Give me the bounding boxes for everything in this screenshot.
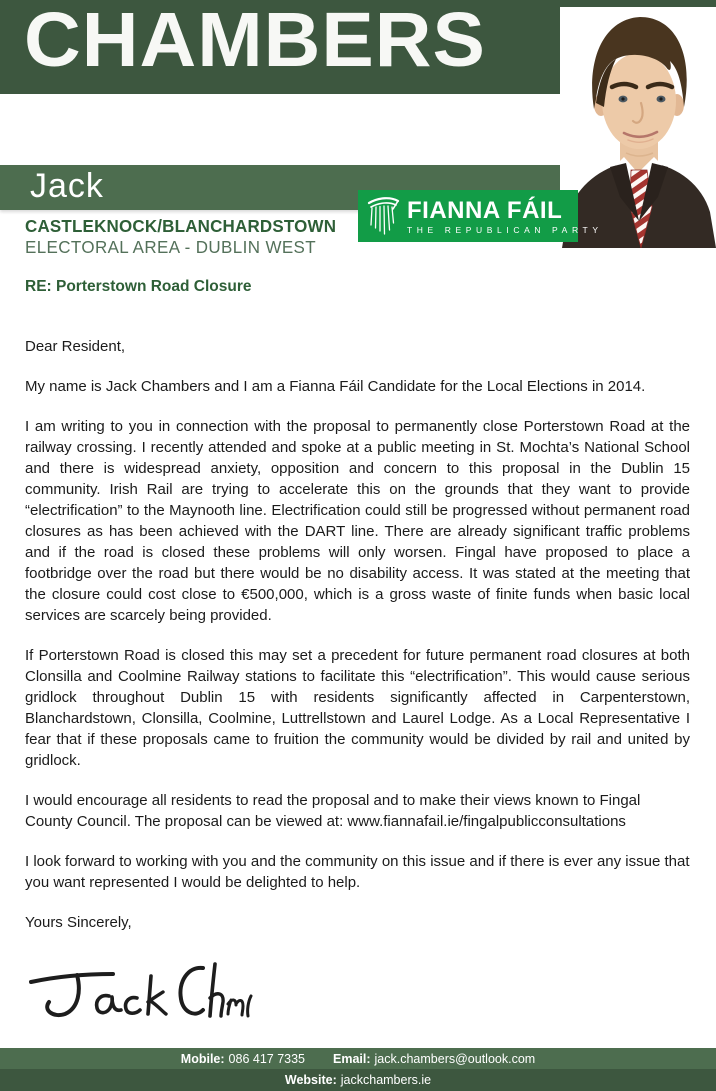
footer-website-label: Website: xyxy=(284,1073,337,1087)
salutation: Dear Resident, xyxy=(25,338,126,355)
signature-handwriting-icon xyxy=(25,952,255,1030)
party-tagline: THE REPUBLICAN PARTY xyxy=(407,224,603,235)
party-logo-text xyxy=(407,198,603,235)
candidate-first-name: Jack xyxy=(30,167,104,205)
footer-contact-bar xyxy=(0,1048,716,1069)
closing: Yours Sincerely, xyxy=(25,914,132,931)
footer-website-value: jackchambers.ie xyxy=(340,1073,432,1087)
party-name: FIANNA FÁIL xyxy=(407,196,563,224)
paragraph-lookforward: I look forward to working with you and the community on this issue and if there is ever any issue that you want represented I would be delighted to help. xyxy=(25,853,690,891)
footer-mobile-label: Mobile: xyxy=(180,1051,225,1066)
paragraph-proposal: I am writing to you in connection with the proposal to permanently close Porterstown Road at the railway crossing. I recently attended and spoke at a public meeting in St. Mochta’s National School and there is widespread anxiety, opposition and concern to this proposal in the Dublin 15 community. Irish Rail are trying to accelerate this on the grounds that they want to provide “electrification” to the Maynooth line. Electrification could still be progressed without permanent road closures as has been achieved with the DART line. There are already significant traffic problems and if the road is closed these problems will only worsen. Fingal have proposed to place a footbridge over the road but there would be no disability access. It was stated at the meeting that the closure could cost close to €500,000, which is a gross waste of finite funds when basic local services are scarcely being provided. xyxy=(25,418,690,624)
electoral-area-block xyxy=(25,216,346,258)
footer-website-bar xyxy=(0,1069,716,1091)
letter-subject: RE: Porterstown Road Closure xyxy=(25,278,252,295)
footer-email-value: jack.chambers@outlook.com xyxy=(374,1051,536,1066)
signature xyxy=(25,952,690,1036)
footer-mobile xyxy=(181,1052,305,1066)
footer-email-label: Email: xyxy=(333,1051,371,1066)
footer-email xyxy=(333,1052,535,1066)
paragraph-encourage: I would encourage all residents to read the proposal and to make their views known to Fingal County Council. The proposal can be viewed at: www.fiannafail.ie/fingalpublicconsultations xyxy=(25,792,641,830)
party-logo xyxy=(358,190,603,242)
paragraph-intro: My name is Jack Chambers and I am a Fianna Fáil Candidate for the Local Elections in 2014. xyxy=(25,378,646,395)
footer-website xyxy=(285,1073,431,1087)
paragraph-precedent: If Porterstown Road is closed this may set a precedent for future permanent road closures at both Clonsilla and Coolmine Railway stations to facilitate this “electrification”. This would cause serious gridlock throughout Dublin 15 with residents significantly affected in Carpenterstown, Blanchardstown, Clonsilla, Coolmine, Luttrellstown and Laurel Lodge. As a Local Representative I fear that if these proposals came to fruition the community would be divided by rail and united by gridlock. xyxy=(25,647,690,769)
electoral-area-name: CASTLEKNOCK/BLANCHARDSTOWN xyxy=(25,216,337,236)
candidate-surname: CHAMBERS xyxy=(24,0,486,83)
electoral-area-subtitle: ELECTORAL AREA - DUBLIN WEST xyxy=(25,237,317,257)
harp-icon xyxy=(365,195,401,237)
footer-mobile-value: 086 417 7335 xyxy=(228,1051,306,1066)
letter-body xyxy=(25,276,690,1036)
